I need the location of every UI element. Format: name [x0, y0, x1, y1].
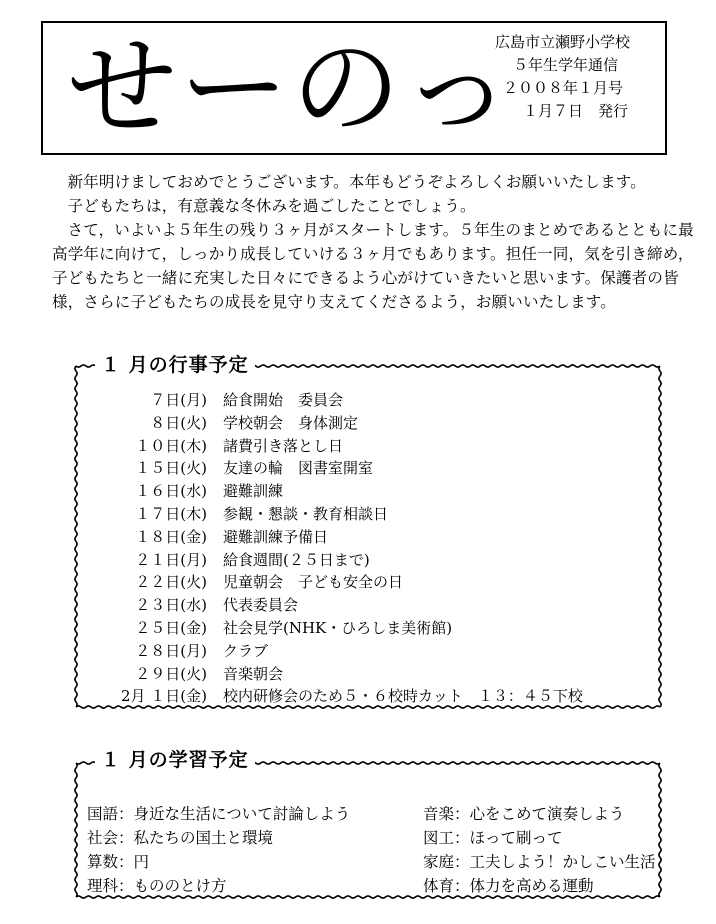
study-list: [87, 802, 687, 898]
study-item: 家庭：工夫しよう！かしこい生活: [423, 853, 656, 871]
event-date: 2月 １日(金): [120, 687, 207, 706]
event-description: 友達の輪 図書室開室: [223, 459, 374, 478]
event-date: ７日(月): [150, 391, 207, 409]
event-date: ８日(火): [150, 413, 207, 432]
study-item: 理科：もののとけ方: [87, 877, 227, 895]
event-date: ２９日(火): [135, 664, 207, 683]
event-row: [95, 617, 583, 640]
event-description: 避難訓練予備日: [223, 527, 329, 546]
event-date: １８日(金): [135, 527, 207, 546]
event-row: [95, 640, 583, 663]
event-row: [95, 594, 583, 617]
events-title: １ 月の行事予定: [95, 352, 255, 378]
issue-label: ２００８年１月号: [503, 79, 624, 97]
events-section: [73, 354, 663, 710]
event-row: [95, 389, 583, 412]
event-row: [95, 412, 583, 435]
study-item: 算数：円: [87, 853, 150, 871]
intro-paragraph: 子どもたちは，有意義な冬休みを過ごしたことでしょう。: [67, 197, 476, 215]
event-description: 学校朝会 身体測定: [223, 413, 359, 432]
event-date: ２８日(月): [135, 641, 207, 660]
study-item: 社会：私たちの国土と環境: [87, 829, 274, 847]
study-title: １ 月の学習予定: [95, 747, 255, 773]
event-date: ２２日(火): [135, 573, 207, 592]
event-row: [95, 457, 583, 480]
event-row: [95, 685, 583, 708]
event-description: 校内研修会のため５・６校時カット １３：４５下校: [223, 687, 583, 706]
event-description: 避難訓練: [223, 482, 284, 501]
intro-text: [52, 170, 707, 314]
study-item: 図工：ほって刷って: [423, 829, 563, 847]
event-row: [95, 435, 583, 458]
issue-date: １月７日 発行: [523, 102, 629, 120]
event-description: 音楽朝会: [223, 664, 284, 683]
event-description: 諸費引き落とし日: [223, 436, 344, 455]
intro-paragraph: 新年明けましておめでとうございます。本年もどうぞよろしくお願いいたします。: [67, 173, 646, 191]
event-description: 給食開始 委員会: [223, 391, 344, 409]
header-info: [495, 31, 665, 123]
event-date: ２５日(金): [135, 618, 207, 637]
newsletter-title: せーのっ: [67, 24, 514, 152]
study-item: 体育：体力を高める運動: [423, 877, 594, 895]
event-description: 代表委員会: [223, 596, 299, 615]
event-row: [95, 503, 583, 526]
study-item: 音楽：心をこめて演奏しよう: [423, 805, 625, 823]
event-date: １５日(火): [135, 459, 207, 478]
event-date: １０日(木): [135, 436, 207, 455]
event-row: [95, 480, 583, 503]
event-description: 参観・懇談・教育相談日: [223, 504, 389, 523]
event-description: 児童朝会 子ども安全の日: [223, 573, 404, 592]
event-row: [95, 663, 583, 686]
event-date: １６日(水): [135, 482, 207, 501]
event-date: ２３日(水): [135, 596, 207, 615]
event-date: ２１日(月): [135, 550, 207, 569]
study-section: [73, 749, 663, 900]
event-row: [95, 526, 583, 549]
event-description: クラブ: [223, 641, 269, 660]
event-description: 社会見学(NHK・ひろしま美術館): [223, 618, 453, 637]
event-date: １７日(木): [135, 504, 207, 523]
event-row: [95, 549, 583, 572]
school-name: 広島市立瀬野小学校: [495, 33, 631, 51]
masthead-box: [41, 21, 667, 155]
intro-paragraph: さて，いよいよ５年生の残り３ヶ月がスタートします。５年生のまとめであるとともに最高学年に向けて，しっかり成長していける３ヶ月でもあります。担任一同，気を引き締め，子どもたちと一緒に充実した日々にできるよう心がけていきたいと思います。保護者の皆様，さらに子どもたちの成長を見守り支えてくださるよう，お願いいたします。: [52, 221, 694, 311]
publication-name: ５年生学年通信: [513, 56, 619, 74]
event-row: [95, 571, 583, 594]
study-item: 国語：身近な生活について討論しよう: [87, 805, 351, 823]
events-list: [95, 389, 583, 708]
event-description: 給食週間(２５日まで): [223, 550, 370, 569]
